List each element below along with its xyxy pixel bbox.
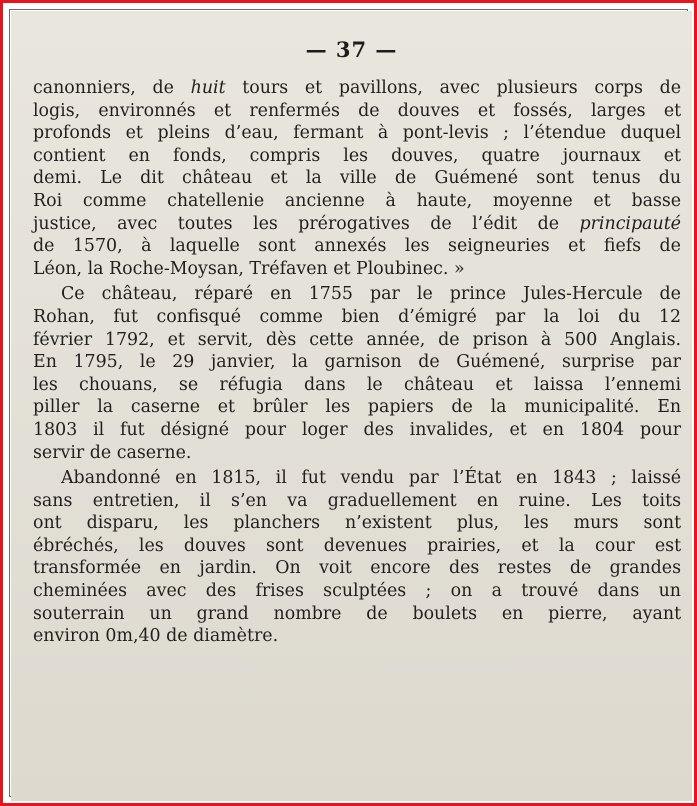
text-line: piller la caserne et brûler les papiers de la municipalité. En xyxy=(33,397,682,418)
text-line: Léon, la Roche-Moysan, Tréfaven et Ploubinec. » xyxy=(33,258,465,279)
text-line: demi. Le dit château et la ville de Guémené sont tenus du xyxy=(33,168,682,189)
text-line: Ce château, réparé en 1755 par le prince Jules-Hercule de xyxy=(61,284,681,305)
text-line: logis, environnés et renfermés de douves et fossés, larges et xyxy=(33,100,682,121)
page-number: — 37 — xyxy=(305,37,398,62)
text-line: justice, avec toutes les prérogatives de l’édit de principauté xyxy=(33,213,681,234)
text-line: environ 0m,40 de diamètre. xyxy=(33,626,279,647)
text-line: contient en fonds, compris les douves, quatre journaux et xyxy=(33,145,681,166)
text-line: servir de caserne. xyxy=(33,442,192,463)
book-page xyxy=(11,11,692,801)
text-line: ébréchés, les douves sont devenues prairies, et la cour est xyxy=(33,535,682,556)
text-line: En 1795, le 29 janvier, la garnison de Guémené, surprise par xyxy=(33,352,681,373)
text-line: transformée en jardin. On voit encore des restes de grandes xyxy=(33,558,682,579)
text-line: ont disparu, les planchers n’existent plus, les murs sont xyxy=(33,513,682,534)
text-line: Rohan, fut confisqué comme bien d’émigré par la loi du 12 xyxy=(33,306,682,327)
text-line: les chouans, se réfugia dans le château et laissa l’ennemi xyxy=(33,374,682,395)
text-line: profonds et pleins d’eau, fermant à pont-levis ; l’étendue duquel xyxy=(33,123,682,144)
text-line: 1803 il fut désigné pour loger des invalides, et en 1804 pour xyxy=(33,419,682,440)
text-line: sans entretien, il s’en va graduellement en ruine. Les toits xyxy=(33,490,682,511)
text-line: Roi comme chatellenie ancienne à haute, moyenne et basse xyxy=(33,190,682,211)
text-line: canonniers, de huit tours et pavillons, avec plusieurs corps de xyxy=(33,78,682,98)
text-line: de 1570, à laquelle sont annexés les seigneuries et fiefs de xyxy=(33,236,681,257)
text-line: souterrain un grand nombre de boulets en pierre, ayant xyxy=(33,603,682,624)
text-line: février 1792, et servit, dès cette année, de prison à 500 Anglais. xyxy=(33,329,682,350)
text-line: Abandonné en 1815, il fut vendu par l’État en 1843 ; laissé xyxy=(61,468,682,489)
page-text xyxy=(33,77,681,648)
text-line: cheminées avec des frises sculptées ; on a trouvé dans un xyxy=(33,581,681,602)
